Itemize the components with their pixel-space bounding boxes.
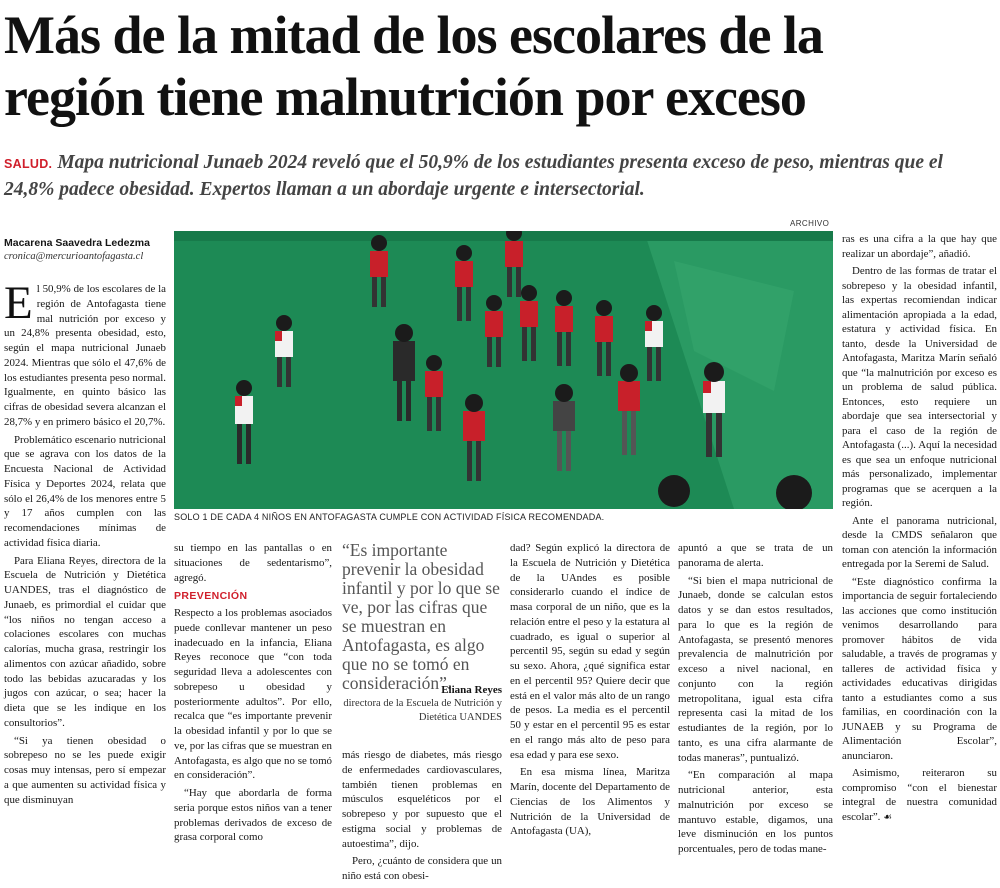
article-column-2	[174, 541, 332, 848]
end-mark-icon: ☙	[883, 811, 893, 823]
headline	[4, 4, 996, 128]
paragraph: “Si bien el mapa nutricional de Junaeb, donde se calculan estos datos y se dan estos resultados, para lo que es la región de Antofagasta, se presentó menores prevalencia de malnutrición por exceso a nivel nacional, en conjunto con la región metropolitana, igual esta cifra representa casi la mitad de los estudiantes de la región, por lo tanto, es una cifra alarmante de todas maneras”, puntualizó.	[678, 574, 833, 764]
paragraph: Pero, ¿cuánto de considera que un niño está con obesi-	[342, 855, 502, 882]
schoolyard-photo	[174, 231, 833, 509]
drop-cap: E	[4, 277, 33, 329]
author-name: Macarena Saavedra Ledezma	[4, 237, 150, 249]
article-photo	[174, 231, 833, 509]
section-kicker: SALUD.	[4, 157, 53, 171]
paragraph: ras es una cifra a la que hay que realizar un abordaje”, añadió.	[842, 233, 997, 260]
paragraph: Para Eliana Reyes, directora de la Escuela de Nutrición y Dietética UANDES, tras el diagnóstico de Junaeb, es primordial el cuidar que “los niños no tengan acceso a colaciones escolares con muchas calorías, mucha grasa, restringir los alimentos con azúcar añadido, sobre todo las bebidas azucaradas y los jugos con azúcar, o sea; hacer la dieta que se les indique en los consultorios”.	[4, 554, 166, 729]
paragraph: “Hay que abordarla de forma seria porque estos niños van a tener problemas derivados de exceso de grasa corporal como	[174, 787, 332, 844]
author-email: cronica@mercurioantofagasta.cl	[4, 251, 144, 262]
paragraph: El 50,9% de los escolares de la región de Antofagasta tiene mal nutrición por exceso y un 24,8% presenta obesidad, esto, según el mapa nutricional Junaeb 2024. Mientras que sólo el 47,6% de los estudiantes presenta peso normal. Igualmente, en quinto básico las cifras de obesidad severa alcanzan el 28,7% y en primero básico el 20,7%.	[4, 277, 166, 428]
paragraph: dad? Según explicó la directora de la Escuela de Nutrición y Dietética de la UAndes es posible considerarlo cuando el índice de masa corporal de un niño, que es la relación entre el peso y la estatura al cuadrado, es igual o superior al percentil 95, según su edad y según su sexo. Ahora, ¿qué significa estar en el percentil 95? Quiere decir que está en el valor más alto de un rango de pesos. La media es el percentil 50 y estar en el percentil 95 es estar en el rango más alto de peso para esa edad y para ese sexo.	[510, 542, 670, 761]
paragraph: Ante el panorama nutricional, desde la CMDS señalaron que toman con atención la información entregada por la Seremi de Salud.	[842, 514, 997, 570]
pull-quote: “Es importante prevenir la obesidad infantil y por lo que se ve, por las cifras que se muestran en Antofagasta, es algo que no se tomó en consideración”.	[342, 540, 500, 693]
paragraph: Asimismo, reiteraron su compromiso “con el bienestar integral de nuestra comunidad escolar”. ☙	[842, 767, 997, 823]
photo-caption: SOLO 1 DE CADA 4 NIÑOS EN ANTOFAGASTA CUMPLE CON ACTIVIDAD FÍSICA RECOMENDADA.	[174, 512, 605, 522]
headline-line-2: región tiene malnutrición por exceso	[4, 67, 806, 127]
paragraph: Problemático escenario nutricional que se agrava con los datos de la Encuesta Nacional de Actividad Física y Deportes 2024, relata que sólo el 26,4% de los menores entre 5 y 17 años cumplen con las recomendaciones mínimas de actividad física diaria.	[4, 433, 166, 549]
article-column-1	[4, 277, 166, 810]
paragraph: apuntó a que se trata de un panorama de alerta.	[678, 542, 833, 569]
pull-quote-attribution	[342, 683, 502, 725]
article-column-4	[510, 541, 670, 842]
paragraph: “En comparación al mapa nutricional anterior, esta malnutrición por exceso se mantuvo estable, digamos, una leve disminución en los puntos porcentuales, pero de todas mane-	[678, 769, 833, 855]
paragraph: Dentro de las formas de tratar el sobrepeso y la obesidad infantil, las expertas recomiendan indicar alimentación apropiada a la edad, estatura y actividad física. En tanto, desde la Universidad de Antofagasta, Maritza Marín señaló que “la malnutrición por exceso es un problema de salud pública. Entonces, esto requiere un abordaje que sea intersectorial y para el caso de la región de Antofagasta (...). Aquí la necesidad es que sea un enfoque nutricional más personalizado, implementar programas que se acerquen a la región.	[842, 265, 997, 509]
subhead-prevencion: PREVENCIÓN	[174, 590, 248, 603]
deck-text: Mapa nutricional Junaeb 2024 reveló que el 50,9% de los estudiantes presenta exceso de peso, mientras que el 24,8% padece obesidad. Expertos llaman a un abordaje urgente e intersectorial.	[4, 152, 943, 200]
quote-author-role: directora de la Escuela de Nutrición y Dietética UANDES	[343, 698, 502, 723]
paragraph: más riesgo de diabetes, más riesgo de enfermedades cardiovasculares, también tienen problemas en músculos esqueléticos por el sobrepeso y por supuesto que el estigma social y problemas de autoestima”, dijo.	[342, 749, 502, 850]
paragraph: En esa misma línea, Maritza Marín, docente del Departamento de Ciencias de los Alimentos y Nutrición de la Universidad de Antofagasta (UA),	[510, 766, 670, 838]
paragraph: Respecto a los problemas asociados puede conllevar mantener un peso inadecuado en la infancia, Eliana Reyes reconoce que “con toda seguridad lleva a adolescentes con sobrepeso u obesidad y posteriormente adultos”. Por ello, recalca que “es importante prevenir la obesidad infantil y por lo que se ve, por las cifras que se muestran en Antofagasta, es algo que no se tomó en consideración”.	[174, 607, 332, 782]
byline	[4, 236, 166, 264]
paragraph: “Este diagnóstico confirma la importancia de seguir fortaleciendo las acciones que como institución venimos desarrollando para promover hábitos de vida saludable, a través de programas y talleres de actividad física y actividades educativas dirigidas tanto a estudiantes como a sus familias, en coordinación con la JUNAEB y su Programa de Alimentación Escolar”, anunciaron.	[842, 575, 997, 762]
headline-line-1: Más de la mitad de los escolares de la	[4, 5, 823, 65]
photo-credit: ARCHIVO	[790, 219, 830, 228]
paragraph: “Si ya tienen obesidad o sobrepeso no se les puede exigir cosas muy intensas, pero sí empezar a que aumenten su actividad física y que disminuyan	[4, 734, 166, 806]
article-column-6	[842, 232, 997, 828]
quote-author-name: Eliana Reyes	[441, 684, 502, 696]
article-column-5	[678, 541, 833, 860]
article-column-3	[342, 748, 502, 887]
deck	[4, 150, 996, 203]
paragraph: su tiempo en las pantallas o en situaciones de sedentarismo”, agregó.	[174, 542, 332, 584]
